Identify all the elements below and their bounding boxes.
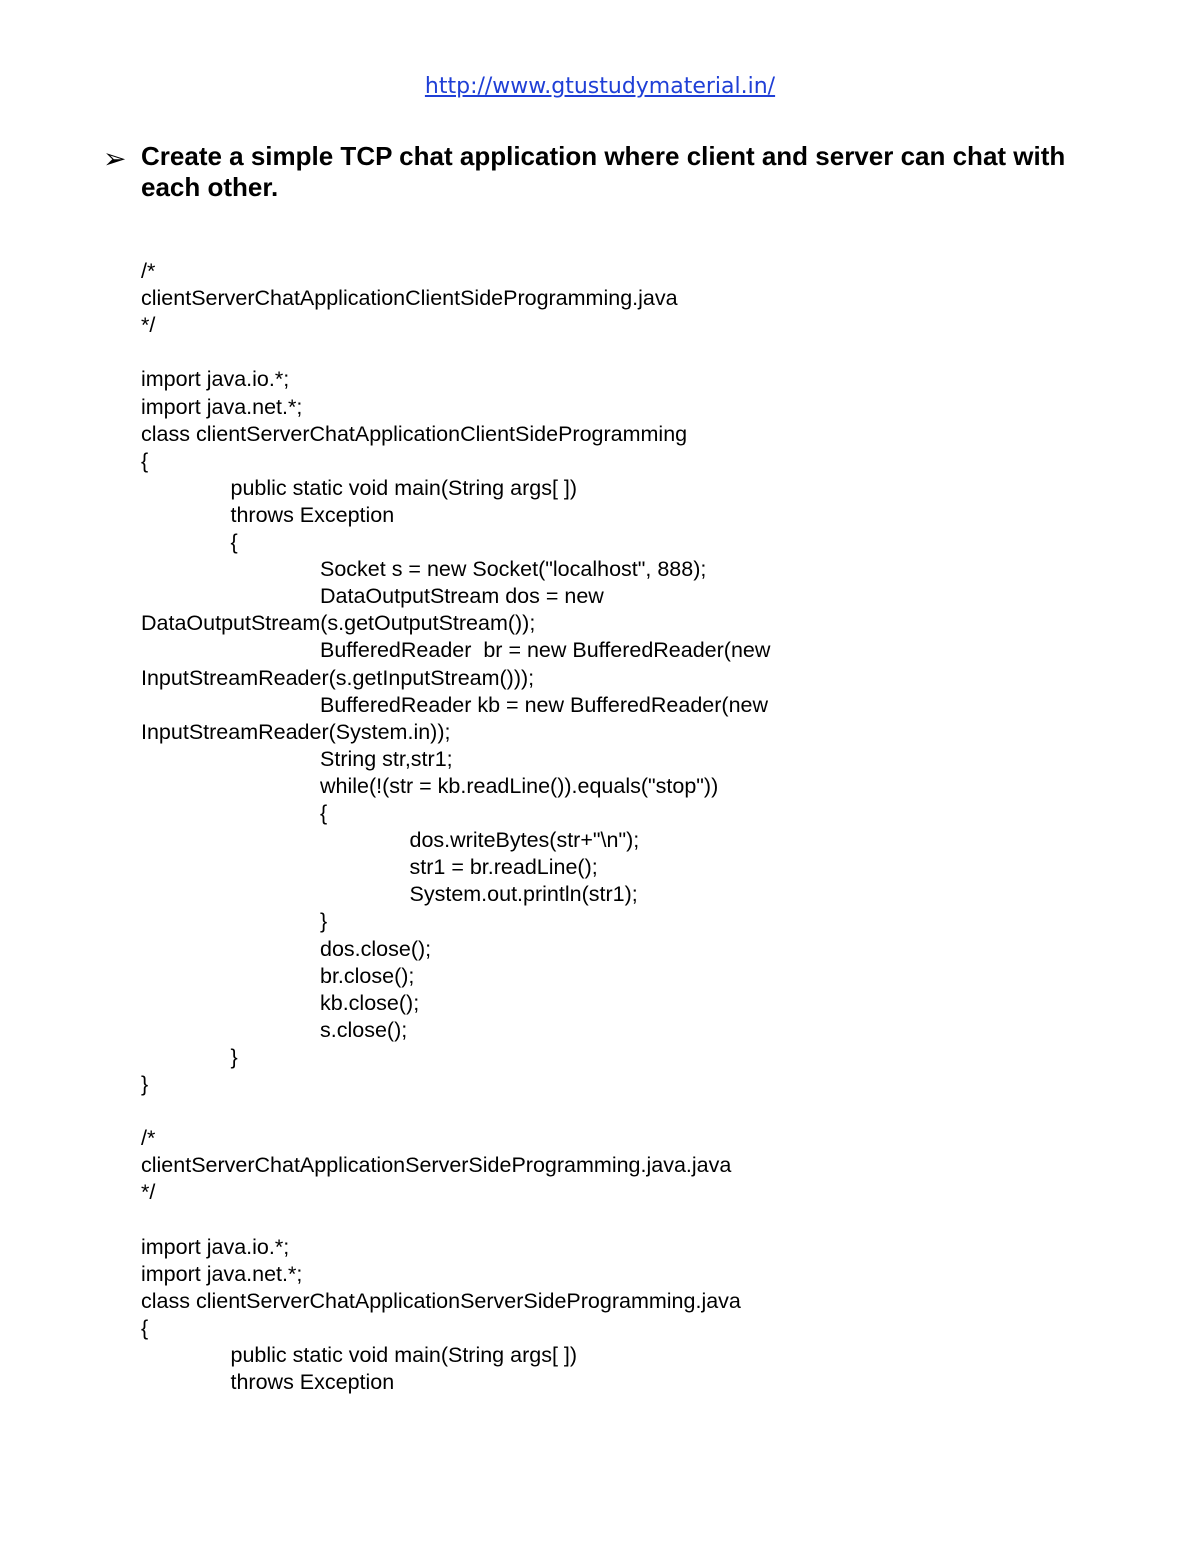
code-line: clientServerChatApplicationClientSideProgramming.java — [141, 286, 678, 311]
code-line: { — [320, 801, 328, 825]
code-line: /* — [141, 1126, 156, 1151]
code-line: */ — [141, 1180, 156, 1205]
code-line: { — [141, 1315, 149, 1340]
code-line: s.close(); — [320, 1017, 408, 1042]
code-line: import java.io.*; — [141, 1234, 290, 1259]
code-line: import java.net.*; — [141, 1261, 303, 1286]
code-line: { — [141, 448, 149, 473]
code-line: throws Exception — [230, 502, 395, 527]
code-line: class clientServerChatApplicationServerSideProgramming.java — [141, 1288, 741, 1313]
arrow-bullet-icon: ➢ — [103, 142, 127, 175]
code-line: String str,str1; — [320, 746, 453, 771]
code-line: public static void main(String args[ ]) — [230, 1343, 578, 1367]
header-url-link[interactable]: http://www.gtustudymaterial.in/ — [424, 74, 776, 99]
code-line: */ — [141, 313, 156, 338]
code-line: clientServerChatApplicationServerSideProgramming.java.java — [141, 1153, 732, 1178]
task-heading: Create a simple TCP chat application where client and server can chat with each other. — [141, 141, 1066, 202]
code-line: dos.close(); — [320, 936, 432, 961]
code-line: } — [320, 909, 328, 934]
code-line: System.out.println(str1); — [409, 882, 638, 907]
code-line: import java.net.*; — [141, 394, 303, 419]
code-line: BufferedReader kb = new BufferedReader(new — [320, 692, 769, 717]
code-line: dos.writeBytes(str+"\n"); — [409, 828, 640, 853]
code-line: BufferedReader br = new BufferedReader(new — [320, 638, 771, 663]
code-line: /* — [141, 259, 156, 283]
code-line: kb.close(); — [320, 990, 420, 1015]
code-line: throws Exception — [230, 1370, 395, 1395]
code-line: } — [141, 1072, 149, 1096]
code-line: DataOutputStream(s.getOutputStream()); — [141, 611, 536, 636]
code-line: InputStreamReader(s.getInputStream())); — [141, 665, 535, 690]
code-line: DataOutputStream dos = new — [320, 584, 604, 609]
code-line: } — [230, 1044, 238, 1069]
code-line: import java.io.*; — [141, 367, 290, 392]
code-line: Socket s = new Socket("localhost", 888); — [320, 557, 707, 582]
code-line: InputStreamReader(System.in)); — [141, 719, 451, 744]
code-line: { — [230, 530, 238, 554]
code-line: str1 = br.readLine(); — [409, 855, 598, 880]
code-line: while(!(str = kb.readLine()).equals("stop")) — [320, 773, 719, 798]
code-line: public static void main(String args[ ]) — [230, 475, 578, 500]
code-line: br.close(); — [320, 963, 415, 988]
code-line: class clientServerChatApplicationClientSideProgramming — [141, 421, 688, 446]
